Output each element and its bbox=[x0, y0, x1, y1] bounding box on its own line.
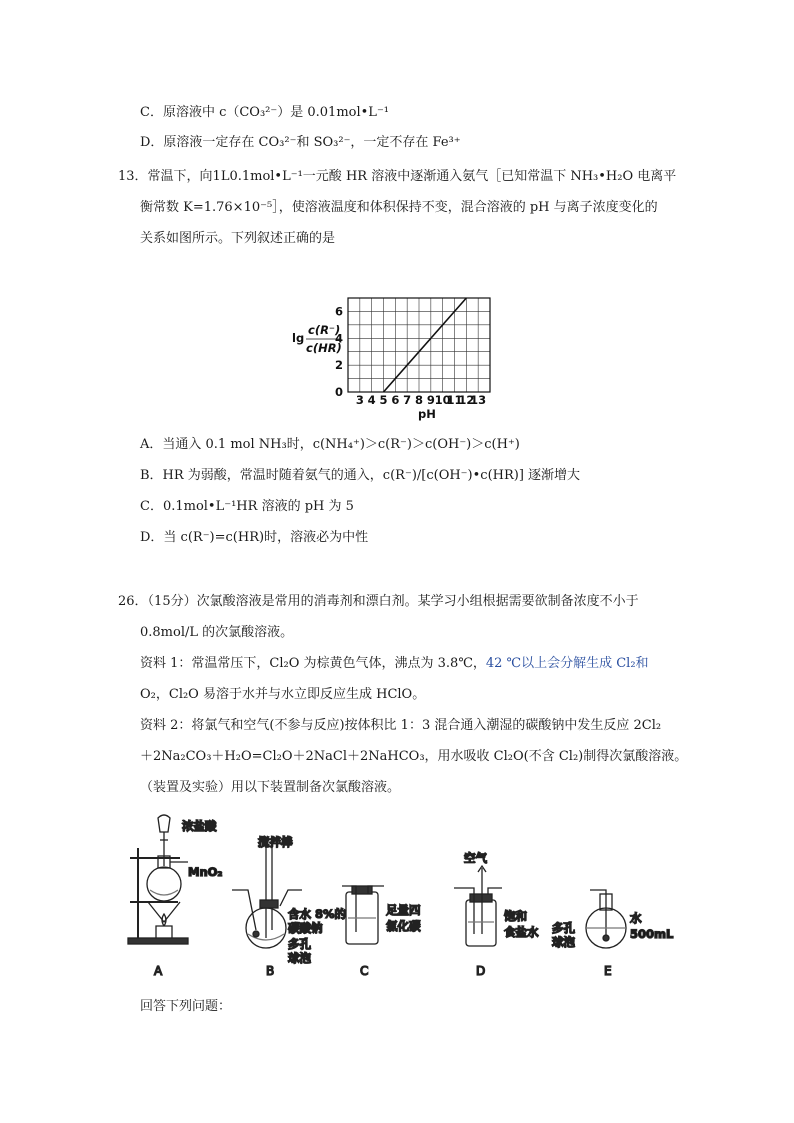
q13-option-d: D．当 c(R⁻)=c(HR)时，溶液必为中性 bbox=[140, 530, 369, 545]
alcohol-lamp bbox=[156, 926, 172, 938]
label-d-1: 饱和 bbox=[504, 909, 527, 923]
label-b-3: 多孔 bbox=[288, 937, 311, 951]
flask-liquid bbox=[150, 890, 178, 895]
caption-c: C bbox=[360, 964, 369, 978]
x-tick-9: 9 bbox=[426, 393, 435, 407]
x-tick-13: 13 bbox=[470, 393, 487, 407]
porous-bulb-e bbox=[603, 935, 609, 941]
q13-option-c: C．0.1mol•L⁻¹HR 溶液的 pH 为 5 bbox=[140, 499, 354, 514]
round-bottom-flask bbox=[147, 867, 181, 901]
q26-stem-line1: 26．（15分）次氯酸溶液是常用的消毒剂和漂白剂。某学习小组根据需要欲制备浓度不小于 bbox=[118, 594, 639, 609]
q26-info2-line1: 资料 2：将氯气和空气(不参与反应)按体积比 1：3 混合通入潮湿的碳酸钠中发生反应 2Cl₂ bbox=[140, 718, 662, 733]
apparatus-b bbox=[232, 835, 347, 978]
label-a-reagent: 浓盐酸 bbox=[182, 819, 217, 833]
wire-gauze bbox=[148, 902, 180, 922]
label-b-1: 含水 8%的 bbox=[288, 907, 347, 921]
apparatus-e bbox=[552, 890, 674, 978]
bottle-d-outlet bbox=[488, 888, 502, 894]
x-tick-7: 7 bbox=[403, 393, 412, 407]
apparatus-d bbox=[454, 851, 539, 978]
q13-stem-line3: 关系如图所示。下列叙述正确的是 bbox=[140, 231, 336, 246]
outlet-tube bbox=[280, 890, 302, 906]
q26-answer-prompt: 回答下列问题： bbox=[140, 999, 232, 1014]
y-tick-6: 6 bbox=[334, 304, 343, 319]
q26-info1-part-a: 资料 1：常温常压下，Cl₂O 为棕黄色气体，沸点为 3.8℃， bbox=[140, 656, 486, 671]
q26-setup: （装置及实验）用以下装置制备次氯酸溶液。 bbox=[140, 780, 401, 795]
x-tick-4: 4 bbox=[367, 393, 376, 407]
flask-stopper bbox=[260, 900, 278, 908]
lamp-flame bbox=[162, 914, 166, 926]
label-d-air: 空气 bbox=[464, 851, 487, 865]
chart-grid bbox=[348, 298, 490, 392]
x-tick-11: 11 bbox=[446, 393, 463, 407]
y-tick-4: 4 bbox=[334, 331, 343, 346]
bottle-c-stopper bbox=[352, 886, 372, 894]
x-tick-12: 12 bbox=[458, 393, 475, 407]
chart-ylabel-denominator: c(HR) bbox=[306, 341, 342, 355]
apparatus-c bbox=[342, 886, 421, 978]
q26-stem-line2: 0.8mol/L 的次氯酸溶液。 bbox=[140, 625, 294, 640]
label-c-2: 氯化碳 bbox=[386, 919, 421, 933]
chart-ylabel-prefix: lg bbox=[292, 331, 305, 345]
x-tick-6: 6 bbox=[391, 393, 400, 407]
ph-lg-ratio-chart bbox=[282, 292, 512, 422]
q13-option-b: B．HR 为弱酸，常温时随着氨气的通入，c(R⁻)/[c(OH⁻)•c(HR)] 逐渐增大 bbox=[140, 468, 581, 483]
label-a-solid: MnO₂ bbox=[188, 865, 223, 879]
series-line-0 bbox=[384, 298, 467, 392]
x-tick-5: 5 bbox=[379, 393, 388, 407]
q12-option-d: D．原溶液一定存在 CO₃²⁻和 SO₃²⁻，一定不存在 Fe³⁺ bbox=[140, 135, 461, 150]
label-e-4: 500mL bbox=[630, 927, 674, 941]
q26-info1-part-b: 42 ℃以上会分解生成 Cl₂和 bbox=[485, 656, 649, 671]
label-e-2: 球泡 bbox=[552, 935, 575, 949]
x-tick-8: 8 bbox=[414, 393, 424, 407]
label-b-4: 球泡 bbox=[288, 951, 311, 965]
chart-x-ticks bbox=[356, 393, 486, 407]
q26-info2-line2: ＋2Na₂CO₃＋H₂O=Cl₂O＋2NaCl＋2NaHCO₃，用水吸收 Cl₂O(不含 Cl₂)制得次氯酸溶液。 bbox=[140, 749, 688, 764]
stand-base bbox=[128, 938, 188, 944]
chart-ylabel-numerator: c(R⁻) bbox=[308, 323, 341, 337]
caption-d: D bbox=[476, 964, 486, 978]
x-tick-10: 10 bbox=[434, 393, 451, 407]
label-e-1: 多孔 bbox=[552, 921, 575, 935]
porous-bulb bbox=[253, 931, 259, 937]
apparatus-diagram bbox=[120, 810, 680, 985]
caption-a: A bbox=[154, 964, 163, 978]
y-tick-0: 0 bbox=[334, 385, 343, 399]
q12-option-c: C．原溶液中 c（CO₃²⁻）是 0.01mol•L⁻¹ bbox=[140, 105, 390, 120]
label-d-2: 食盐水 bbox=[504, 925, 539, 939]
q13-stem-line2: 衡常数 K=1.76×10⁻⁵］，使溶液温度和体积保持不变，混合溶液的 pH 与离子浓度变化的 bbox=[140, 200, 658, 215]
label-c-1: 足量四 bbox=[386, 903, 421, 917]
chart-xlabel: pH bbox=[418, 407, 436, 421]
q13-stem-line1: 13．常温下，向1L0.1mol•L⁻¹一元酸 HR 溶液中逐渐通入氨气［已知常温下 NH₃•H₂O 电离平 bbox=[118, 169, 677, 184]
separatory-funnel bbox=[158, 815, 170, 832]
q26-info1-line2: O₂，Cl₂O 易溶于水并与水立即反应生成 HClO。 bbox=[140, 687, 426, 702]
wash-bottle-d bbox=[466, 900, 496, 946]
chart-series bbox=[384, 298, 467, 392]
q26-info1-line1 bbox=[140, 655, 649, 673]
q13-option-a: A．当通入 0.1 mol NH₃时，c(NH₄⁺)＞c(R⁻)＞c(OH⁻)＞c(H⁺) bbox=[140, 437, 520, 452]
caption-e: E bbox=[604, 964, 612, 978]
inlet-tube bbox=[232, 890, 256, 930]
caption-b: B bbox=[266, 964, 275, 978]
label-b-stirrer: 搅拌棒 bbox=[258, 835, 293, 849]
bottle-d-stopper bbox=[470, 894, 492, 902]
apparatus-a bbox=[128, 815, 222, 978]
y-tick-2: 2 bbox=[334, 358, 343, 373]
x-tick-3: 3 bbox=[355, 393, 364, 407]
label-e-3: 水 bbox=[630, 911, 642, 925]
label-b-2: 碳酸钠 bbox=[288, 921, 323, 935]
